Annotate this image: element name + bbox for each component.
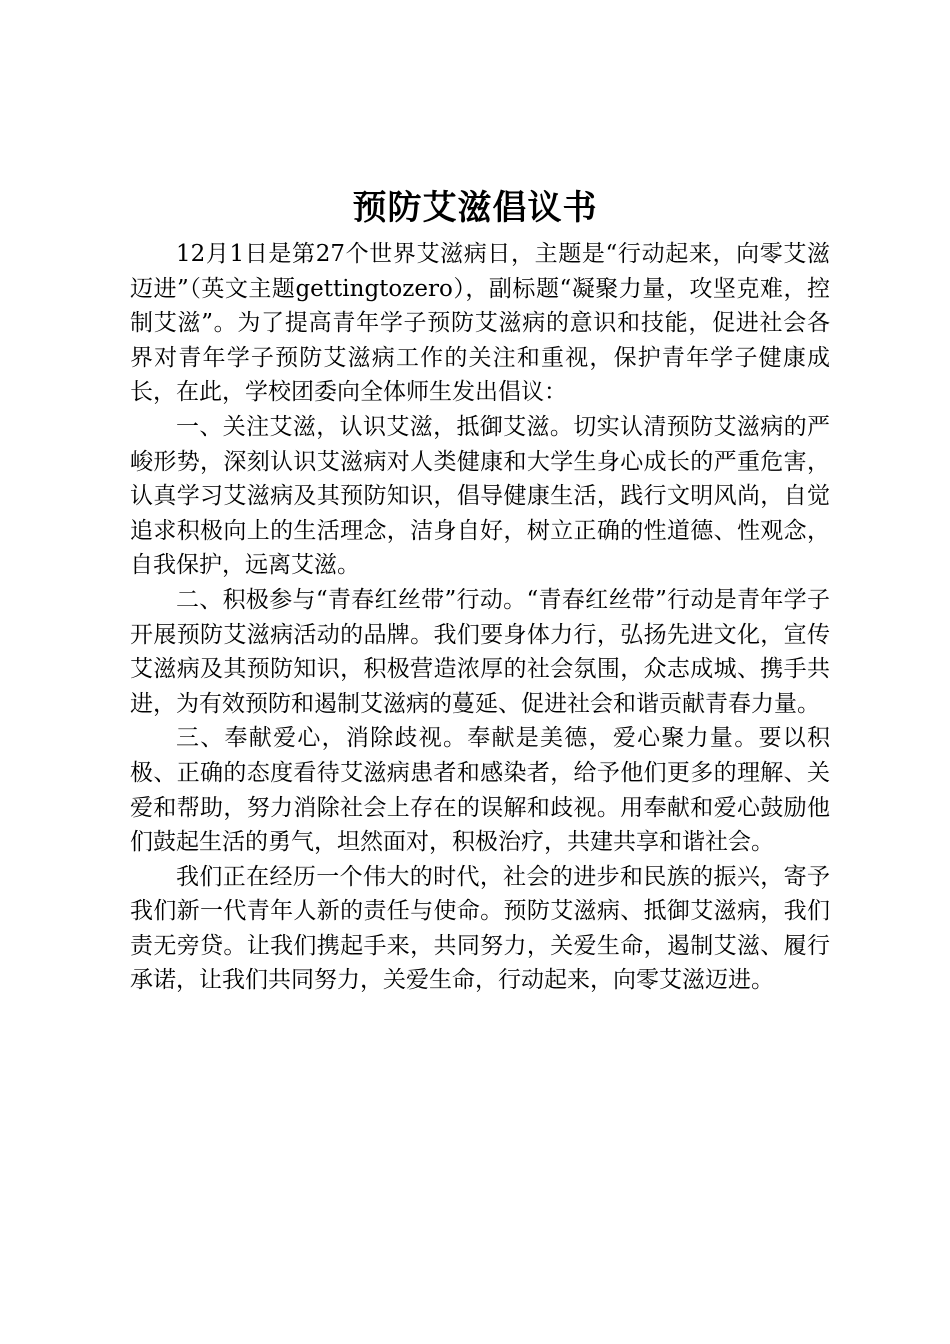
document-body [130,237,830,998]
paragraph-item-3: 三、奉献爱心，消除歧视。奉献是美德，爱心聚力量。要以积极、正确的态度看待艾滋病患者和感染者，给予他们更多的理解、关爱和帮助，努力消除社会上存在的误解和歧视。用奉献和爱心鼓励他们鼓起生活的勇气，坦然面对，积极治疗，共建共享和谐社会。 [130,725,830,856]
paragraph-closing: 我们正在经历一个伟大的时代，社会的进步和民族的振兴，寄予我们新一代青年人新的责任与使命。预防艾滋病、抵御艾滋病，我们责无旁贷。让我们携起手来，共同努力，关爱生命，遏制艾滋、履行承诺，让我们共同努力，关爱生命，行动起来，向零艾滋迈进。 [130,863,830,994]
paragraph-intro: 12月1日是第27个世界艾滋病日，主题是“行动起来，向零艾滋迈进”（英文主题gettingtozero），副标题“凝聚力量，攻坚克难，控制艾滋”。为了提高青年学子预防艾滋病的意识和技能，促进社会各界对青年学子预防艾滋病工作的关注和重视，保护青年学子健康成长，在此，学校团委向全体师生发出倡议： [130,241,830,406]
document-title: 预防艾滋倡议书 [352,188,598,228]
paragraph-item-1: 一、关注艾滋，认识艾滋，抵御艾滋。切实认清预防艾滋病的严峻形势，深刻认识艾滋病对人类健康和大学生身心成长的严重危害，认真学习艾滋病及其预防知识，倡导健康生活，践行文明风尚，自觉追求积极向上的生活理念，洁身自好，树立正确的性道德、性观念，自我保护，远离艾滋。 [130,413,830,579]
paragraph-item-2: 二、积极参与“青春红丝带”行动。“青春红丝带”行动是青年学子开展预防艾滋病活动的品牌。我们要身体力行，弘扬先进文化，宣传艾滋病及其预防知识，积极营造浓厚的社会氛围，众志成城、携手共进，为有效预防和遏制艾滋病的蔓延、促进社会和谐贡献青春力量。 [130,586,830,717]
